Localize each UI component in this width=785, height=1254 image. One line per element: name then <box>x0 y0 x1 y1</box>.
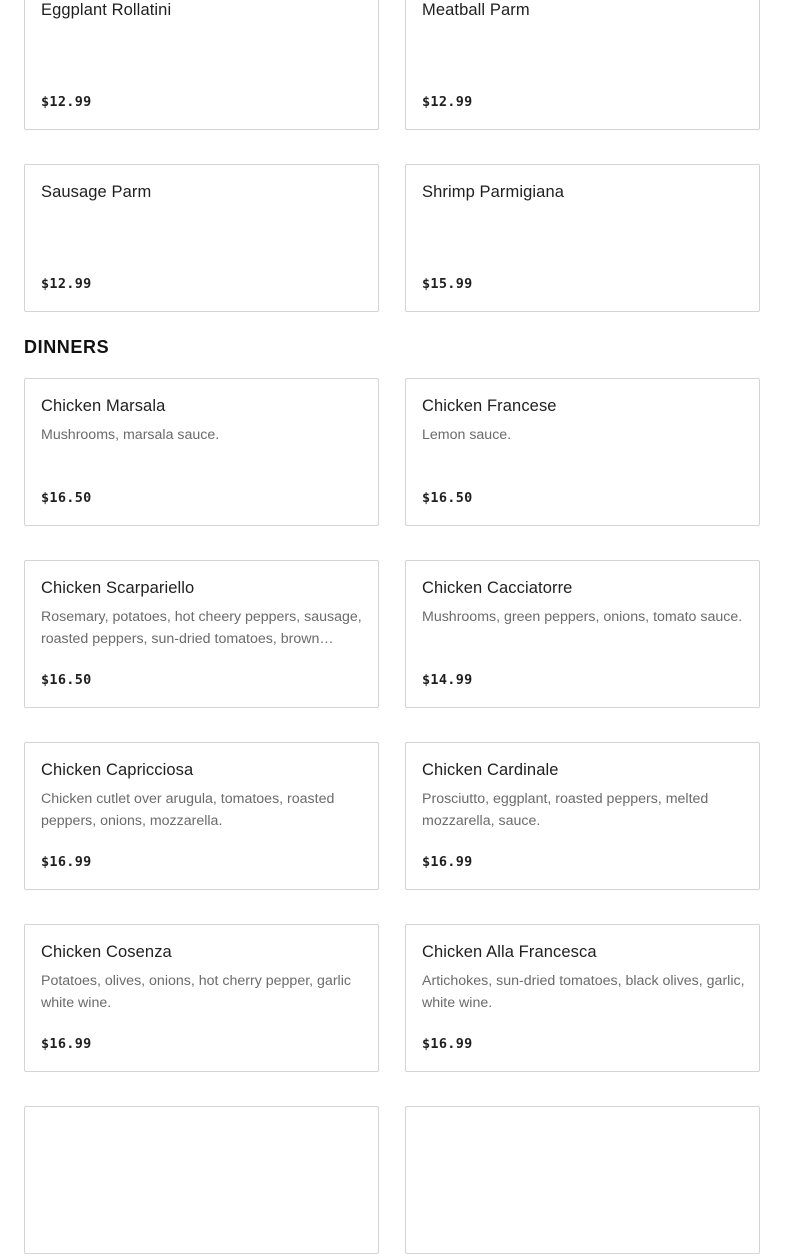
item-description: Artichokes, sun-dried tomatoes, black olives, garlic, white wine. <box>422 973 745 1011</box>
item-name: Shrimp Parmigiana <box>422 183 565 201</box>
item-description: Chicken cutlet over arugula, tomatoes, roasted peppers, onions, mozzarella. <box>41 791 335 829</box>
item-price: $16.50 <box>422 490 473 506</box>
item-description: Potatoes, olives, onions, hot cherry pepper, garlic white wine. <box>41 973 351 1011</box>
menu-item-card[interactable] <box>405 924 760 1072</box>
menu-item-card[interactable] <box>24 1106 379 1254</box>
menu-item-card[interactable] <box>405 378 760 526</box>
item-name: Chicken Scarpariello <box>41 579 195 597</box>
item-name: Chicken Capricciosa <box>41 761 194 779</box>
menu-item-card[interactable] <box>24 924 379 1072</box>
menu-item-card[interactable] <box>405 560 760 708</box>
item-price: $12.99 <box>41 276 92 292</box>
item-name: Chicken Cosenza <box>41 943 172 961</box>
item-name: Chicken Cardinale <box>422 761 559 779</box>
menu-item-card[interactable] <box>24 378 379 526</box>
item-description: Lemon sauce. <box>422 427 512 443</box>
item-name: Chicken Alla Francesca <box>422 943 597 961</box>
item-price: $16.99 <box>41 1036 92 1052</box>
item-price: $16.99 <box>41 854 92 870</box>
item-price: $14.99 <box>422 672 473 688</box>
item-price: $12.99 <box>422 94 473 110</box>
item-name: Sausage Parm <box>41 183 152 201</box>
item-price: $16.50 <box>41 672 92 688</box>
section-title-dinners: DINNERS <box>24 337 110 357</box>
item-price: $15.99 <box>422 276 473 292</box>
item-name: Chicken Cacciatorre <box>422 579 573 597</box>
menu-item-card[interactable] <box>405 164 760 312</box>
item-description: Mushrooms, marsala sauce. <box>41 427 220 443</box>
menu-item-card[interactable] <box>24 164 379 312</box>
item-price: $12.99 <box>41 94 92 110</box>
menu-item-card[interactable] <box>405 1106 760 1254</box>
item-name: Meatball Parm <box>422 1 530 19</box>
menu-item-card[interactable] <box>24 742 379 890</box>
menu-item-card[interactable] <box>24 560 379 708</box>
item-name: Eggplant Rollatini <box>41 1 172 19</box>
menu-item-card[interactable] <box>405 742 760 890</box>
item-price: $16.99 <box>422 1036 473 1052</box>
item-description: Mushrooms, green peppers, onions, tomato sauce. <box>422 609 743 625</box>
menu-item-card[interactable] <box>405 0 760 130</box>
menu-item-card[interactable] <box>24 0 379 130</box>
item-description: Rosemary, potatoes, hot cheery peppers, sausage, roasted peppers, sun-dried tomatoes, brown… <box>41 609 362 647</box>
item-price: $16.99 <box>422 854 473 870</box>
item-name: Chicken Marsala <box>41 397 166 415</box>
item-name: Chicken Francese <box>422 397 557 415</box>
item-price: $16.50 <box>41 490 92 506</box>
item-description: Prosciutto, eggplant, roasted peppers, melted mozzarella, sauce. <box>422 791 709 829</box>
